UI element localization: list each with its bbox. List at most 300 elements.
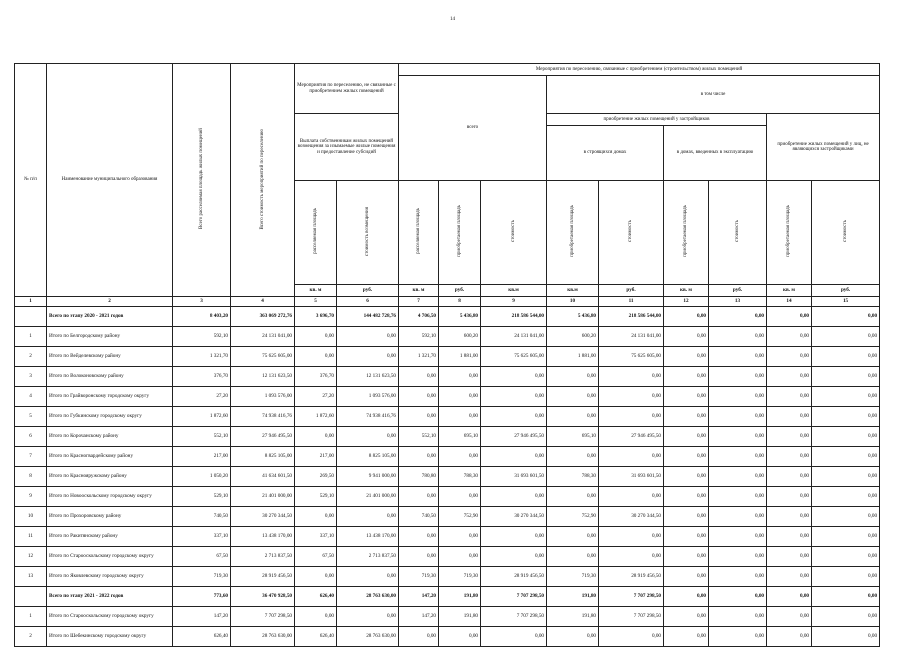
value-cell: 0,00: [709, 627, 767, 647]
value-cell: 0,00: [709, 547, 767, 567]
table-row: [15, 547, 880, 567]
value-cell: 0,00: [399, 387, 439, 407]
value-cell: 0,00: [547, 527, 599, 547]
header-total-cost: Всего стоимость мероприятий по переселению: [231, 64, 295, 297]
value-cell: 0,00: [709, 587, 767, 607]
column-number: 4: [231, 297, 295, 307]
value-cell: 27,20: [173, 387, 231, 407]
value-cell: 1 093 576,00: [337, 387, 399, 407]
table-body: [15, 307, 880, 647]
header-commissioned: в домах, введенных в эксплуатацию: [664, 126, 767, 181]
header-acquired-area-14: приобретаемая площадь: [767, 181, 812, 285]
value-cell: 0,00: [812, 447, 880, 467]
value-cell: 0,00: [664, 527, 709, 547]
header-payment: Выплата собственникам жилых помещений возмещения за изымаемые жилые помещения и предоставление субсидий: [295, 114, 399, 181]
value-cell: 0,00: [767, 367, 812, 387]
header-related: Мероприятия по переселению, связанные с приобретением (строительством) жилых помещений: [399, 64, 880, 76]
value-cell: 2 713 837,50: [337, 547, 399, 567]
value-cell: 0,00: [439, 387, 481, 407]
value-cell: 0,00: [767, 507, 812, 527]
value-cell: 74 938 416,76: [231, 407, 295, 427]
municipality-name: Итого по Ракитянскому району: [47, 527, 173, 547]
value-cell: 0,00: [481, 627, 547, 647]
stage-total-row: [15, 307, 880, 327]
value-cell: 75 625 605,00: [231, 347, 295, 367]
value-cell: 1 881,00: [547, 347, 599, 367]
value-cell: 0,00: [709, 607, 767, 627]
municipality-name: Итого по Старооскольскому городскому округу: [47, 607, 173, 627]
column-number: 9: [481, 297, 547, 307]
table-row: [15, 607, 880, 627]
row-number: 1: [15, 327, 47, 347]
value-cell: 21 401 000,00: [337, 487, 399, 507]
header-cost-13: стоимость: [709, 181, 767, 285]
value-cell: 4 706,50: [399, 307, 439, 327]
value-cell: 0,00: [709, 507, 767, 527]
value-cell: 788,30: [547, 467, 599, 487]
value-cell: 0,00: [295, 567, 337, 587]
municipality-name: Итого по Новооскольскому городскому округу: [47, 487, 173, 507]
table-row: [15, 507, 880, 527]
unit-cell: кв. м: [399, 285, 439, 297]
value-cell: 0,00: [767, 627, 812, 647]
value-cell: 0,00: [812, 627, 880, 647]
value-cell: 719,30: [439, 567, 481, 587]
value-cell: 24 131 041,00: [599, 327, 664, 347]
value-cell: 13 438 170,00: [231, 527, 295, 547]
value-cell: 626,40: [173, 627, 231, 647]
header-from-developers: приобретение жилых помещений у застройщиков: [547, 114, 767, 126]
value-cell: 21 401 000,00: [231, 487, 295, 507]
value-cell: 0,00: [767, 607, 812, 627]
unit-cell: кв. м: [767, 285, 812, 297]
value-cell: 41 634 601,50: [231, 467, 295, 487]
value-cell: 269,50: [295, 467, 337, 487]
value-cell: 0,00: [439, 367, 481, 387]
value-cell: 0,00: [664, 387, 709, 407]
column-number: 2: [47, 297, 173, 307]
value-cell: 217,00: [295, 447, 337, 467]
value-cell: 217,00: [173, 447, 231, 467]
value-cell: 0,00: [767, 567, 812, 587]
value-cell: 0,00: [481, 387, 547, 407]
value-cell: 0,00: [337, 427, 399, 447]
municipality-name: Итого по Губкинскому городскому округу: [47, 407, 173, 427]
value-cell: 1 093 576,00: [231, 387, 295, 407]
value-cell: 752,90: [439, 507, 481, 527]
row-number: 12: [15, 547, 47, 567]
value-cell: 8 825 105,00: [337, 447, 399, 467]
header-acquired-area-10: приобретаемая площадь: [547, 181, 599, 285]
value-cell: 0,00: [399, 547, 439, 567]
municipality-name: Итого по Белгородскому району: [47, 327, 173, 347]
value-cell: 0,00: [295, 327, 337, 347]
value-cell: 31 693 601,50: [599, 467, 664, 487]
value-cell: 337,10: [173, 527, 231, 547]
value-cell: 27 946 495,50: [599, 427, 664, 447]
value-cell: 0,00: [767, 427, 812, 447]
table-row: [15, 487, 880, 507]
column-number: 1: [15, 297, 47, 307]
row-number: 13: [15, 567, 47, 587]
value-cell: 0,00: [295, 607, 337, 627]
value-cell: 0,00: [812, 407, 880, 427]
table-row: [15, 627, 880, 647]
value-cell: 7 707 298,50: [599, 587, 664, 607]
value-cell: 0,00: [767, 467, 812, 487]
value-cell: 0,00: [664, 587, 709, 607]
value-cell: 0,00: [812, 387, 880, 407]
value-cell: 27 946 495,50: [481, 427, 547, 447]
value-cell: 0,00: [599, 527, 664, 547]
value-cell: 0,00: [547, 447, 599, 467]
municipality-name: Итого по Грайворонскому городскому округу: [47, 387, 173, 407]
value-cell: 0,00: [547, 407, 599, 427]
value-cell: 0,00: [547, 547, 599, 567]
value-cell: 2 713 837,50: [231, 547, 295, 567]
value-cell: 0,00: [664, 467, 709, 487]
value-cell: 0,00: [812, 587, 880, 607]
value-cell: 695,10: [439, 427, 481, 447]
value-cell: 0,00: [664, 507, 709, 527]
value-cell: 0,00: [599, 407, 664, 427]
column-number: 11: [599, 297, 664, 307]
value-cell: 529,10: [173, 487, 231, 507]
value-cell: 0,00: [767, 587, 812, 607]
value-cell: 1 050,20: [173, 467, 231, 487]
value-cell: 0,00: [812, 467, 880, 487]
value-cell: 0,00: [767, 407, 812, 427]
table-row: [15, 467, 880, 487]
value-cell: 0,00: [709, 307, 767, 327]
value-cell: 147,20: [173, 607, 231, 627]
row-number: 7: [15, 447, 47, 467]
page-number: 14: [450, 17, 455, 22]
value-cell: 552,10: [399, 427, 439, 447]
value-cell: 376,70: [173, 367, 231, 387]
value-cell: 0,00: [295, 347, 337, 367]
value-cell: 0,00: [547, 487, 599, 507]
value-cell: 0,00: [547, 627, 599, 647]
value-cell: 0,00: [439, 487, 481, 507]
value-cell: 0,00: [767, 307, 812, 327]
column-number: 6: [337, 297, 399, 307]
value-cell: 0,00: [812, 507, 880, 527]
header-cost-11: стоимость: [599, 181, 664, 285]
value-cell: 28 919 456,50: [599, 567, 664, 587]
value-cell: 0,00: [547, 367, 599, 387]
value-cell: 7 707 298,50: [481, 587, 547, 607]
municipality-name: Итого по Яковлевскому городскому округу: [47, 567, 173, 587]
value-cell: 0,00: [399, 407, 439, 427]
value-cell: 147,20: [399, 587, 439, 607]
value-cell: 363 069 272,76: [231, 307, 295, 327]
table-row: [15, 567, 880, 587]
value-cell: 0,00: [812, 367, 880, 387]
value-cell: 0,00: [664, 427, 709, 447]
value-cell: 337,10: [295, 527, 337, 547]
value-cell: 600,20: [547, 327, 599, 347]
value-cell: 5 436,80: [439, 307, 481, 327]
value-cell: 30 270 344,50: [599, 507, 664, 527]
header-compensation-cost: стоимость возмещения: [337, 181, 399, 285]
row-number: 4: [15, 387, 47, 407]
column-number: 10: [547, 297, 599, 307]
column-number: 8: [439, 297, 481, 307]
value-cell: 0,00: [295, 507, 337, 527]
municipality-name: Итого по Вейделевскому району: [47, 347, 173, 367]
value-cell: 9 941 000,00: [337, 467, 399, 487]
value-cell: 600,20: [439, 327, 481, 347]
column-number: 5: [295, 297, 337, 307]
municipality-name: Всего по этапу 2020 - 2021 годов: [47, 307, 173, 327]
value-cell: 144 482 728,76: [337, 307, 399, 327]
value-cell: 28 763 630,00: [337, 627, 399, 647]
row-number: [15, 587, 47, 607]
value-cell: 529,10: [295, 487, 337, 507]
header-acquired-area-12: приобретаемая площадь: [664, 181, 709, 285]
column-number: 3: [173, 297, 231, 307]
value-cell: 67,50: [173, 547, 231, 567]
value-cell: 0,00: [664, 447, 709, 467]
value-cell: 28 763 630,00: [231, 627, 295, 647]
value-cell: 0,00: [337, 607, 399, 627]
value-cell: 147,20: [399, 607, 439, 627]
value-cell: 1 872,60: [173, 407, 231, 427]
value-cell: 8 825 105,00: [231, 447, 295, 467]
row-number: 9: [15, 487, 47, 507]
value-cell: 0,00: [812, 347, 880, 367]
row-number: 2: [15, 627, 47, 647]
value-cell: 0,00: [481, 487, 547, 507]
value-cell: 0,00: [547, 387, 599, 407]
value-cell: 0,00: [812, 487, 880, 507]
header-settled-area-7: расселяемая площадь: [399, 181, 439, 285]
unit-cell: руб.: [709, 285, 767, 297]
value-cell: 0,00: [439, 627, 481, 647]
unit-cell: руб.: [337, 285, 399, 297]
table-row: [15, 347, 880, 367]
unit-cell: кв. м: [664, 285, 709, 297]
value-cell: 0,00: [664, 347, 709, 367]
header-cost-9: стоимость: [481, 181, 547, 285]
value-cell: 218 586 544,00: [481, 307, 547, 327]
value-cell: 191,80: [439, 587, 481, 607]
municipality-name: Итого по Прохоровскому району: [47, 507, 173, 527]
unit-cell: руб.: [599, 285, 664, 297]
row-number: 1: [15, 607, 47, 627]
value-cell: 36 470 928,50: [231, 587, 295, 607]
municipality-name: Итого по Шебекинскому городскому округу: [47, 627, 173, 647]
value-cell: 0,00: [812, 607, 880, 627]
value-cell: 0,00: [399, 367, 439, 387]
value-cell: 0,00: [337, 507, 399, 527]
header-cost-15: стоимость: [812, 181, 880, 285]
value-cell: 24 131 041,00: [481, 327, 547, 347]
municipality-name: Итого по Корочанскому району: [47, 427, 173, 447]
value-cell: 592,10: [399, 327, 439, 347]
value-cell: 0,00: [664, 567, 709, 587]
column-numbers-row: [15, 297, 880, 307]
value-cell: 191,80: [547, 607, 599, 627]
value-cell: 3 696,70: [295, 307, 337, 327]
row-number: 11: [15, 527, 47, 547]
row-number: 3: [15, 367, 47, 387]
value-cell: 0,00: [337, 567, 399, 587]
row-number: 5: [15, 407, 47, 427]
value-cell: 31 693 601,50: [481, 467, 547, 487]
value-cell: 719,30: [173, 567, 231, 587]
value-cell: 12 131 623,50: [337, 367, 399, 387]
value-cell: 0,00: [599, 447, 664, 467]
value-cell: 0,00: [399, 527, 439, 547]
value-cell: 0,00: [709, 447, 767, 467]
header-under-construction: в строящихся домах: [547, 126, 664, 181]
value-cell: 1 321,70: [399, 347, 439, 367]
value-cell: 788,30: [439, 467, 481, 487]
value-cell: 0,00: [709, 327, 767, 347]
value-cell: 30 270 344,50: [481, 507, 547, 527]
header-non-developers: приобретение жилых помещений у лиц, не являющихся застройщиками: [767, 114, 880, 181]
unit-cell: руб.: [439, 285, 481, 297]
value-cell: 0,00: [599, 387, 664, 407]
table-row: [15, 407, 880, 427]
value-cell: 0,00: [599, 547, 664, 567]
value-cell: 0,00: [439, 547, 481, 567]
unit-cell: кв.м: [481, 285, 547, 297]
value-cell: 626,40: [295, 627, 337, 647]
value-cell: 8 403,20: [173, 307, 231, 327]
unit-cell: кв. м: [295, 285, 337, 297]
value-cell: 780,80: [399, 467, 439, 487]
value-cell: 695,10: [547, 427, 599, 447]
value-cell: 0,00: [709, 427, 767, 447]
value-cell: 0,00: [481, 447, 547, 467]
value-cell: 0,00: [439, 407, 481, 427]
value-cell: 0,00: [664, 487, 709, 507]
municipality-name: Итого по Старооскольскому городскому округу: [47, 547, 173, 567]
value-cell: 218 586 544,00: [599, 307, 664, 327]
column-number: 7: [399, 297, 439, 307]
value-cell: 67,50: [295, 547, 337, 567]
value-cell: 27,20: [295, 387, 337, 407]
value-cell: 0,00: [812, 567, 880, 587]
value-cell: 0,00: [767, 327, 812, 347]
value-cell: 592,10: [173, 327, 231, 347]
value-cell: 0,00: [709, 407, 767, 427]
value-cell: 626,40: [295, 587, 337, 607]
value-cell: 191,80: [547, 587, 599, 607]
value-cell: 0,00: [812, 547, 880, 567]
value-cell: 0,00: [481, 547, 547, 567]
value-cell: 27 946 495,50: [231, 427, 295, 447]
municipality-name: Итого по Красногвардейскому району: [47, 447, 173, 467]
value-cell: 740,50: [173, 507, 231, 527]
value-cell: 0,00: [664, 307, 709, 327]
header-municipality: Наименование муниципального образования: [47, 64, 173, 297]
value-cell: 376,70: [295, 367, 337, 387]
municipality-name: Итого по Волоконовскому району: [47, 367, 173, 387]
row-number: 6: [15, 427, 47, 447]
value-cell: 28 919 456,50: [231, 567, 295, 587]
value-cell: 0,00: [709, 387, 767, 407]
value-cell: 719,30: [547, 567, 599, 587]
value-cell: 30 270 344,50: [231, 507, 295, 527]
value-cell: 0,00: [295, 427, 337, 447]
value-cell: 0,00: [709, 467, 767, 487]
value-cell: 773,60: [173, 587, 231, 607]
value-cell: 0,00: [664, 367, 709, 387]
value-cell: 0,00: [767, 527, 812, 547]
value-cell: 0,00: [599, 487, 664, 507]
value-cell: 28 919 456,50: [481, 567, 547, 587]
value-cell: 0,00: [481, 407, 547, 427]
value-cell: 0,00: [481, 367, 547, 387]
value-cell: 0,00: [767, 547, 812, 567]
unit-cell: кв.м: [547, 285, 599, 297]
value-cell: 28 763 630,00: [337, 587, 399, 607]
value-cell: 0,00: [709, 487, 767, 507]
table-row: [15, 427, 880, 447]
value-cell: 0,00: [599, 367, 664, 387]
value-cell: 0,00: [709, 567, 767, 587]
table-row: [15, 327, 880, 347]
column-number: 13: [709, 297, 767, 307]
value-cell: 1 872,60: [295, 407, 337, 427]
value-cell: 24 131 041,00: [231, 327, 295, 347]
value-cell: 75 625 605,00: [481, 347, 547, 367]
header-total-area: Всего расселяемая площадь жилых помещений: [173, 64, 231, 297]
value-cell: 0,00: [399, 487, 439, 507]
value-cell: 74 938 416,76: [337, 407, 399, 427]
value-cell: 1 881,00: [439, 347, 481, 367]
value-cell: 0,00: [812, 307, 880, 327]
column-number: 12: [664, 297, 709, 307]
value-cell: 0,00: [439, 447, 481, 467]
table-row: [15, 387, 880, 407]
value-cell: 0,00: [767, 447, 812, 467]
header-acquired-area-8: приобретаемая площадь: [439, 181, 481, 285]
value-cell: 0,00: [664, 547, 709, 567]
value-cell: 0,00: [812, 327, 880, 347]
resettlement-table: [14, 63, 880, 647]
value-cell: 5 436,80: [547, 307, 599, 327]
stage-total-row: [15, 587, 880, 607]
table-row: [15, 447, 880, 467]
value-cell: 191,80: [439, 607, 481, 627]
value-cell: 0,00: [337, 347, 399, 367]
table-row: [15, 367, 880, 387]
value-cell: 552,10: [173, 427, 231, 447]
value-cell: 13 438 170,00: [337, 527, 399, 547]
value-cell: 0,00: [664, 627, 709, 647]
value-cell: 0,00: [767, 347, 812, 367]
value-cell: 0,00: [812, 527, 880, 547]
value-cell: 0,00: [664, 607, 709, 627]
value-cell: 0,00: [767, 387, 812, 407]
value-cell: 0,00: [812, 427, 880, 447]
value-cell: 740,50: [399, 507, 439, 527]
value-cell: 7 707 298,50: [599, 607, 664, 627]
header-not-related: Мероприятия по переселению, не связанные с приобретением жилых помещений: [295, 64, 399, 114]
header-including: в том числе: [547, 76, 880, 114]
value-cell: 752,90: [547, 507, 599, 527]
header-settled-area-5: расселяемая площадь: [295, 181, 337, 285]
row-number: [15, 307, 47, 327]
value-cell: 0,00: [399, 447, 439, 467]
row-number: 10: [15, 507, 47, 527]
value-cell: 7 707 298,50: [231, 607, 295, 627]
